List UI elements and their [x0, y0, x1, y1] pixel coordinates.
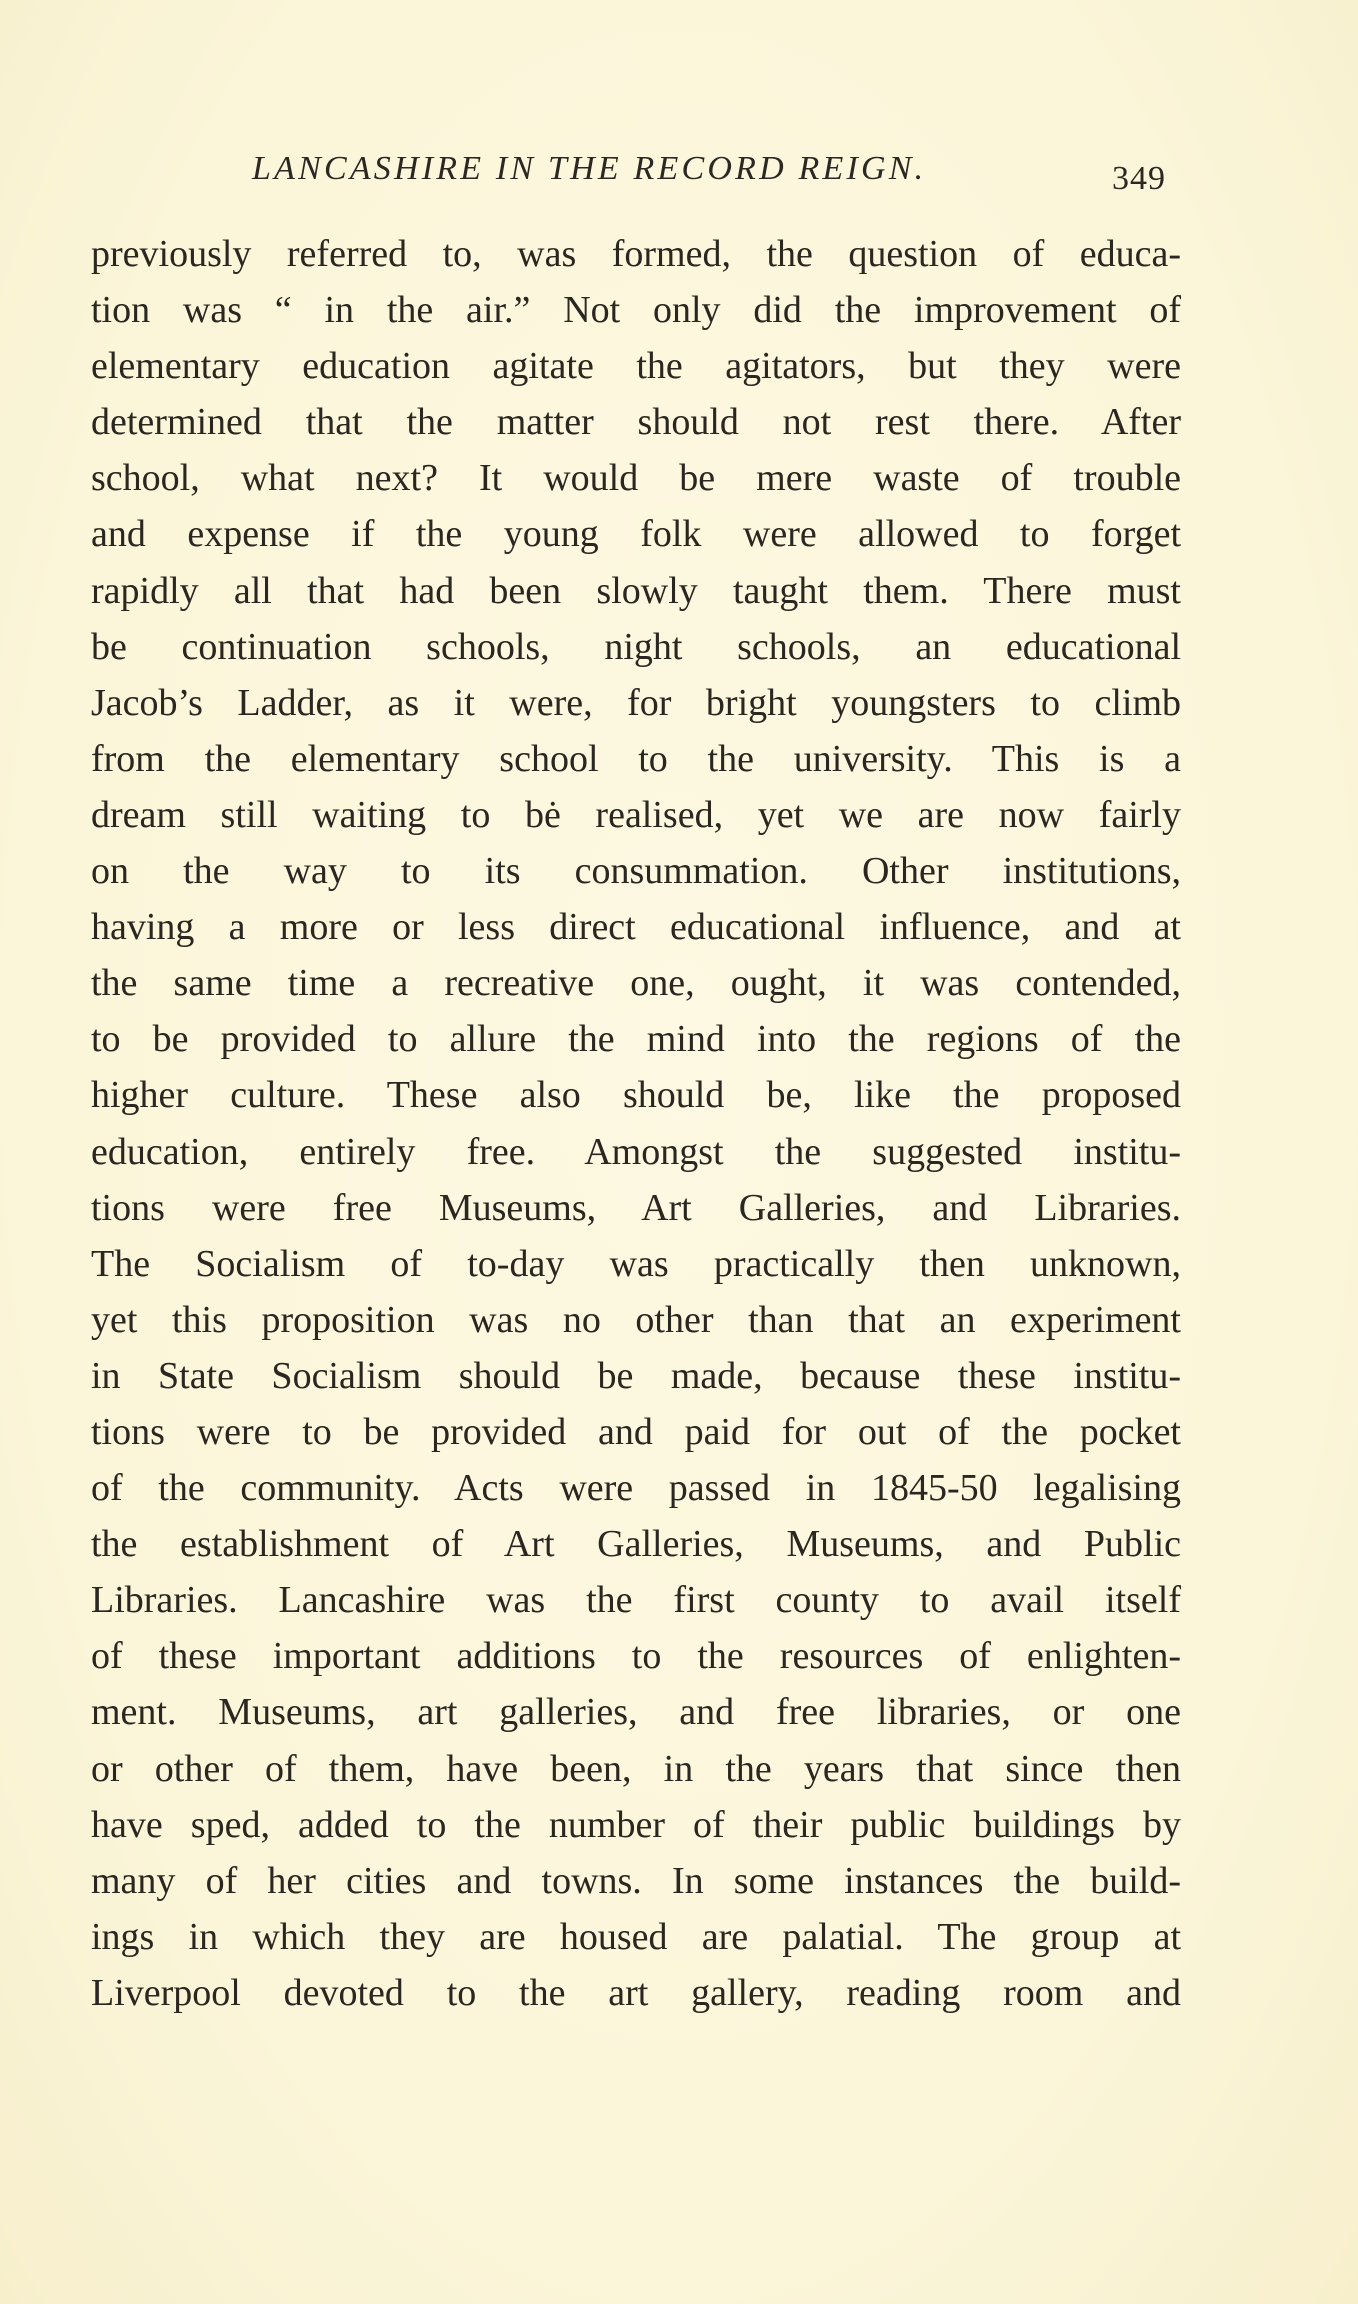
text-line: rapidly all that had been slowly taught them. There must: [91, 569, 1181, 612]
text-line: ment. Museums, art galleries, and free libraries, or one: [91, 1691, 1181, 1734]
text-line: determined that the matter should not rest there. After: [91, 401, 1181, 444]
page-number: 349: [1112, 160, 1166, 197]
text-line: the same time a recreative one, ought, it was contended,: [91, 962, 1181, 1005]
text-line: yet this proposition was no other than that an experiment: [91, 1298, 1181, 1341]
text-line: in State Socialism should be made, because these institu-: [91, 1354, 1181, 1397]
text-line: higher culture. These also should be, like the proposed: [91, 1074, 1181, 1117]
body-text: [91, 226, 1181, 2021]
text-line: Jacob’s Ladder, as it were, for bright youngsters to climb: [91, 681, 1181, 724]
text-line: the establishment of Art Galleries, Museums, and Public: [91, 1523, 1181, 1566]
text-line: of the community. Acts were passed in 1845-50 legalising: [91, 1467, 1181, 1510]
text-line: be continuation schools, night schools, an educational: [91, 625, 1181, 668]
text-line: have sped, added to the number of their public buildings by: [91, 1803, 1181, 1846]
text-line: or other of them, have been, in the years that since then: [91, 1747, 1181, 1790]
text-line: on the way to its consummation. Other institutions,: [91, 850, 1181, 893]
text-line: education, entirely free. Amongst the suggested institu-: [91, 1130, 1181, 1173]
running-head: [0, 142, 1358, 202]
text-line: elementary education agitate the agitators, but they were: [91, 345, 1181, 388]
text-line: Liverpool devoted to the art gallery, reading room and: [91, 1971, 1181, 2014]
text-line: of these important additions to the resources of enlighten-: [91, 1635, 1181, 1678]
text-line: having a more or less direct educational influence, and at: [91, 906, 1181, 949]
text-line: Libraries. Lancashire was the first county to avail itself: [91, 1579, 1181, 1622]
text-line: from the elementary school to the university. This is a: [91, 737, 1181, 780]
text-line: school, what next? It would be mere waste of trouble: [91, 457, 1181, 500]
text-line: tions were free Museums, Art Galleries, and Libraries.: [91, 1186, 1181, 1229]
text-line: dream still waiting to bė realised, yet we are now fairly: [91, 793, 1181, 836]
text-line: tion was “ in the air.” Not only did the improvement of: [91, 289, 1181, 332]
text-line: The Socialism of to-day was practically then unknown,: [91, 1242, 1181, 1285]
text-line: and expense if the young folk were allowed to forget: [91, 513, 1181, 556]
text-line: ings in which they are housed are palatial. The group at: [91, 1915, 1181, 1958]
text-line: previously referred to, was formed, the question of educa-: [91, 233, 1181, 275]
text-line: many of her cities and towns. In some instances the build-: [91, 1859, 1181, 1902]
text-line: tions were to be provided and paid for out of the pocket: [91, 1410, 1181, 1453]
running-title: LANCASHIRE IN THE RECORD REIGN.: [252, 150, 927, 187]
text-line: to be provided to allure the mind into the regions of the: [91, 1018, 1181, 1061]
